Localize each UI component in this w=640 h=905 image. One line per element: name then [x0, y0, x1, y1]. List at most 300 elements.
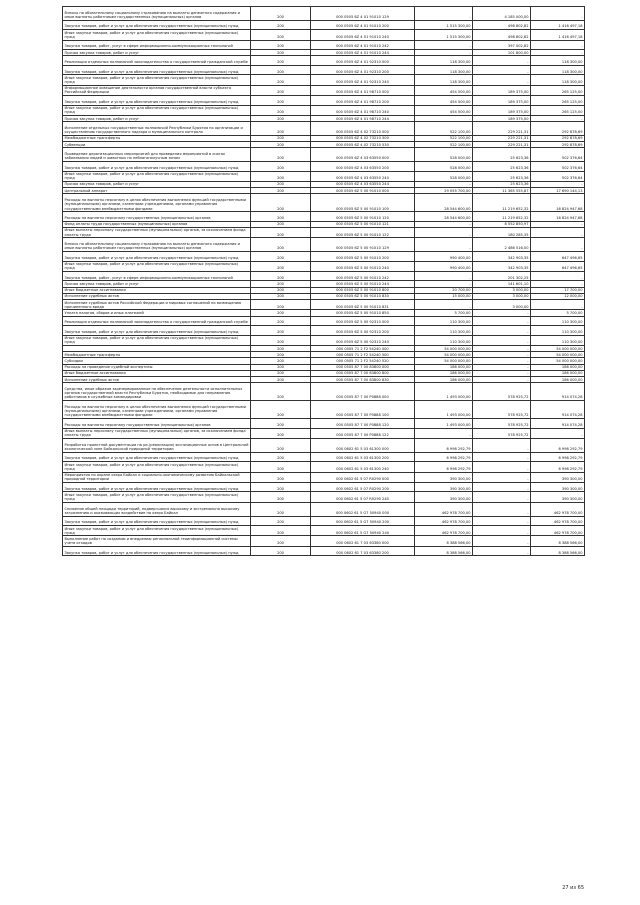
table-row — [63, 252, 585, 262]
row-name: Иные закупки товаров, работ и услуг для обеспечения государственных (муниципальных) нужд — [63, 492, 251, 502]
row-kbk-code: 000 0505 6Z 5 00 91010 122 — [311, 227, 415, 237]
row-kbk-code: 000 0505 87 7 00 83800 000 — [311, 364, 415, 370]
row-code: 200 — [251, 370, 311, 376]
row-approved: 5 700,00 — [415, 310, 473, 316]
row-executed: - — [473, 346, 531, 352]
row-remaining: 462 978 700,00 — [531, 502, 585, 516]
row-remaining: 186 000,00 — [531, 364, 585, 370]
row-approved: 522 100,00 — [415, 122, 473, 136]
table-row — [63, 462, 585, 472]
row-executed: - — [473, 462, 531, 472]
row-code: 200 — [251, 352, 311, 358]
row-name: Закупка товаров, работ и услуг для обеспечения государственных (муниципальных) нужд — [63, 326, 251, 336]
row-approved: - — [415, 271, 473, 281]
row-remaining: 647 496,65 — [531, 261, 585, 271]
row-kbk-code: 000 0505 6Z 5 00 91010 000 — [311, 188, 415, 194]
row-code: 200 — [251, 536, 311, 546]
row-remaining: - — [531, 428, 585, 438]
row-remaining: 17 700,00 — [531, 287, 585, 293]
row-name: Субвенции — [63, 142, 251, 148]
table-body — [63, 7, 585, 556]
row-name: Иные закупки товаров, работ и услуг для обеспечения государственных (муниципальных) нужд — [63, 30, 251, 40]
row-approved: 454 500,00 — [415, 105, 473, 115]
table-row — [63, 20, 585, 30]
table-row — [63, 96, 585, 106]
row-name: Исполнение судебных актов — [63, 377, 251, 383]
row-code: 200 — [251, 462, 311, 472]
row-approved: 1 493 000,00 — [415, 419, 473, 429]
row-executed: 342 903,35 — [473, 252, 531, 262]
row-code: 200 — [251, 96, 311, 106]
row-remaining: - — [531, 181, 585, 187]
row-name: Прочая закупка товаров, работ и услуг — [63, 50, 251, 56]
row-kbk-code: 000 0505 6Z 4 02 73210 530 — [311, 142, 415, 148]
row-name: Расходы на проведение судебной экспертизы — [63, 364, 251, 370]
row-code: 200 — [251, 40, 311, 50]
table-row — [63, 105, 585, 115]
row-remaining: - — [531, 7, 585, 21]
row-kbk-code: 000 0505 6Z 5 00 91010 800 — [311, 287, 415, 293]
row-kbk-code: 000 0505 87 7 00 P0888 122 — [311, 428, 415, 438]
row-approved: 8 388 566,00 — [415, 536, 473, 546]
row-executed: - — [473, 335, 531, 345]
row-kbk-code: 000 0505 6Z 4 02 73210 000 — [311, 122, 415, 136]
row-kbk-code: 000 0505 87 7 00 83800 830 — [311, 377, 415, 383]
row-name: Расходы на выплаты персоналу государственных (муниципальных) органов — [63, 419, 251, 429]
row-approved: 1 515 300,00 — [415, 20, 473, 30]
row-kbk-code: 000 0505 87 7 00 83800 800 — [311, 370, 415, 376]
row-remaining: - — [531, 227, 585, 237]
row-remaining: 5 700,00 — [531, 310, 585, 316]
row-name: Закупка товаров, работ и услуг для обеспечения государственных (муниципальных) нужд — [63, 452, 251, 462]
row-approved: - — [415, 300, 473, 310]
row-approved: 1 515 300,00 — [415, 30, 473, 40]
row-name: Фонд оплаты труда государственных (муниципальных) органов — [63, 221, 251, 227]
row-name: Исполнение судебных актов Российской Федерации и мировых соглашений по возмещению причиненного вреда — [63, 300, 251, 310]
row-executed: 189 375,00 — [473, 85, 531, 95]
row-remaining: 462 978 700,00 — [531, 516, 585, 526]
row-kbk-code: 000 0505 87 7 00 P0888 000 — [311, 383, 415, 401]
row-kbk-code: 000 0505 71 2 F2 54240 000 — [311, 346, 415, 352]
row-name: Иные выплаты персоналу государственных (муниципальных) органов, за исключением фонда оплаты труда — [63, 227, 251, 237]
row-code: 200 — [251, 300, 311, 310]
row-code: 200 — [251, 56, 311, 66]
row-name: Иные выплаты персоналу государственных (муниципальных) органов, за исключением фонда оплаты труда — [63, 428, 251, 438]
row-code: 200 — [251, 227, 311, 237]
row-kbk-code: 000 0505 6Z 5 00 91010 100 — [311, 194, 415, 212]
row-name: Субсидии — [63, 358, 251, 364]
row-kbk-code: 000 0505 6Z 5 00 91010 242 — [311, 271, 415, 281]
row-name: Иные бюджетные ассигнования — [63, 370, 251, 376]
row-remaining: 390 300,00 — [531, 492, 585, 502]
table-row — [63, 171, 585, 181]
table-row — [63, 502, 585, 516]
row-approved: 186 000,00 — [415, 364, 473, 370]
row-approved: - — [415, 7, 473, 21]
row-remaining: - — [531, 40, 585, 50]
row-kbk-code: 000 0602 61 5 03 61300 200 — [311, 452, 415, 462]
table-row — [63, 526, 585, 536]
row-kbk-code: 000 0505 6Z 5 00 91010 850 — [311, 310, 415, 316]
row-kbk-code: 000 0505 6Z 5 00 91010 129 — [311, 238, 415, 252]
row-kbk-code: 000 0505 6Z 4 02 73210 500 — [311, 135, 415, 141]
row-remaining: 502 376,64 — [531, 148, 585, 162]
row-executed: 141 601,10 — [473, 281, 531, 287]
row-executed: 578 925,72 — [473, 419, 531, 429]
row-name: Расходы на выплаты персоналу государственных (муниципальных) органов — [63, 212, 251, 222]
table-row — [63, 419, 585, 429]
row-name: Исполнение судебных актов — [63, 293, 251, 299]
page-number: 27 из 65 — [562, 885, 584, 891]
row-code: 200 — [251, 346, 311, 352]
row-kbk-code: 000 0505 71 2 F2 54240 500 — [311, 352, 415, 358]
row-remaining: 16 824 947,68 — [531, 212, 585, 222]
row-executed: 11 219 652,32 — [473, 194, 531, 212]
row-name: Центральный аппарат — [63, 188, 251, 194]
row-code: 200 — [251, 135, 311, 141]
row-code: 200 — [251, 122, 311, 136]
row-remaining: 1 416 497,18 — [531, 20, 585, 30]
row-kbk-code: 000 0505 6Z 4 03 63550 240 — [311, 171, 415, 181]
row-kbk-code: 000 0505 6Z 4 01 98710 244 — [311, 116, 415, 122]
row-approved: 8 388 566,00 — [415, 546, 473, 556]
row-approved: 528 000,00 — [415, 148, 473, 162]
row-remaining: 118 300,00 — [531, 65, 585, 75]
row-remaining: 16 824 947,68 — [531, 194, 585, 212]
row-code: 200 — [251, 75, 311, 85]
row-executed: 189 375,00 — [473, 116, 531, 122]
row-name: Закупка товаров, работ и услуг для обеспечения государственных (муниципальных) нужд — [63, 65, 251, 75]
row-approved: 110 300,00 — [415, 335, 473, 345]
table-row — [63, 335, 585, 345]
table-row — [63, 227, 585, 237]
row-remaining: 265 125,00 — [531, 85, 585, 95]
row-executed: 25 623,36 — [473, 181, 531, 187]
row-kbk-code: 000 0602 61 5 07 R0290 200 — [311, 482, 415, 492]
row-remaining: 12 000,00 — [531, 293, 585, 299]
table-row — [63, 383, 585, 401]
row-code: 200 — [251, 482, 311, 492]
row-name: Иные закупки товаров, работ и услуг для обеспечения государственных (муниципальных) нужд — [63, 171, 251, 181]
row-kbk-code: 000 0505 6Z 5 00 91010 830 — [311, 293, 415, 299]
row-kbk-code: 000 0505 6Z 4 01 91010 242 — [311, 40, 415, 50]
row-code: 200 — [251, 188, 311, 194]
row-name: Межбюджетные трансферты — [63, 352, 251, 358]
row-code: 200 — [251, 221, 311, 227]
row-executed: - — [473, 65, 531, 75]
table-row — [63, 271, 585, 281]
row-code: 200 — [251, 7, 311, 21]
row-code: 200 — [251, 20, 311, 30]
row-name: Иные закупки товаров, работ и услуг для обеспечения государственных (муниципальных) нужд — [63, 335, 251, 345]
row-name: Снижение общей площади территорий, подвергшихся высокому и экстремально высокому загрязнению и оказывающих воздействие на озеро Байкал — [63, 502, 251, 516]
row-remaining: 265 125,00 — [531, 96, 585, 106]
row-approved: 118 300,00 — [415, 65, 473, 75]
table-row — [63, 162, 585, 172]
row-remaining: 110 300,00 — [531, 316, 585, 326]
row-executed: - — [473, 377, 531, 383]
row-name: Разработка проектной документации на ре-(реализация) экспозиционных основ в Центральной экологической зоне Байкальской природной территории — [63, 438, 251, 452]
row-remaining: 914 074,28 — [531, 419, 585, 429]
row-executed: 3 000,00 — [473, 300, 531, 310]
row-code: 200 — [251, 364, 311, 370]
row-executed: - — [473, 326, 531, 336]
row-code: 200 — [251, 116, 311, 122]
row-executed: 4 185 000,00 — [473, 7, 531, 21]
row-code: 200 — [251, 502, 311, 516]
row-name: Расходы на выплаты персоналу в целях обеспечения выполнения функций государственными (муниципальными) органами, казенными учреждениями, органами управления государственными внебюджетными фондами — [63, 194, 251, 212]
row-kbk-code: 000 0505 6Z 4 01 92310 200 — [311, 65, 415, 75]
row-kbk-code: 000 0505 6Z 4 01 98710 000 — [311, 85, 415, 95]
row-code: 200 — [251, 546, 311, 556]
row-kbk-code: 000 0505 6Z 4 01 98710 240 — [311, 105, 415, 115]
row-kbk-code: 000 0505 6Z 4 01 92310 000 — [311, 56, 415, 66]
row-code: 200 — [251, 142, 311, 148]
row-kbk-code: 000 0505 6Z 4 01 92310 240 — [311, 75, 415, 85]
row-approved: 522 100,00 — [415, 135, 473, 141]
row-kbk-code: 000 0505 71 2 F2 54240 520 — [311, 358, 415, 364]
row-executed: 101 800,00 — [473, 50, 531, 56]
row-remaining: 6 998 292,79 — [531, 438, 585, 452]
row-kbk-code: 000 0505 6Z 5 00 91010 200 — [311, 252, 415, 262]
table-row — [63, 428, 585, 438]
row-kbk-code: 000 0505 6Z 5 00 91010 121 — [311, 221, 415, 227]
row-executed: 189 375,00 — [473, 105, 531, 115]
row-code: 200 — [251, 316, 311, 326]
row-remaining: - — [531, 116, 585, 122]
row-code: 200 — [251, 181, 311, 187]
row-executed: - — [473, 472, 531, 482]
row-name: Закупка товаров, работ, услуг в сфере информационно-коммуникационных технологий — [63, 40, 251, 50]
row-approved: 54 000 000,00 — [415, 346, 473, 352]
table-row — [63, 212, 585, 222]
table-row — [63, 65, 585, 75]
row-approved: - — [415, 428, 473, 438]
row-remaining: 186 000,00 — [531, 377, 585, 383]
row-code: 200 — [251, 358, 311, 364]
row-executed: 229 221,31 — [473, 135, 531, 141]
row-kbk-code: 000 0602 61 5 G7 50940 200 — [311, 516, 415, 526]
row-executed: 578 925,72 — [473, 383, 531, 401]
row-code: 200 — [251, 238, 311, 252]
row-executed: 229 221,31 — [473, 142, 531, 148]
row-approved: - — [415, 40, 473, 50]
row-approved: 6 998 292,79 — [415, 438, 473, 452]
table-row — [63, 482, 585, 492]
row-approved: 462 978 700,00 — [415, 526, 473, 536]
row-kbk-code: 000 0602 61 7 03 63380 000 — [311, 536, 415, 546]
table-row — [63, 438, 585, 452]
row-remaining: 8 388 566,00 — [531, 536, 585, 546]
row-approved: 29 055 700,00 — [415, 188, 473, 194]
row-approved: 118 300,00 — [415, 75, 473, 85]
row-kbk-code: 000 0505 6Z 4 03 63550 000 — [311, 148, 415, 162]
row-remaining: 118 300,00 — [531, 75, 585, 85]
row-executed: 3 000,00 — [473, 293, 531, 299]
row-code: 200 — [251, 293, 311, 299]
row-approved: 390 300,00 — [415, 482, 473, 492]
row-code: 200 — [251, 326, 311, 336]
row-executed: - — [473, 482, 531, 492]
row-executed: - — [473, 502, 531, 516]
row-code: 200 — [251, 194, 311, 212]
row-executed: - — [473, 358, 531, 364]
row-executed: 189 375,00 — [473, 96, 531, 106]
row-code: 200 — [251, 65, 311, 75]
row-remaining: 914 074,28 — [531, 401, 585, 419]
row-code: 200 — [251, 472, 311, 482]
row-approved: 390 300,00 — [415, 472, 473, 482]
row-approved: 528 000,00 — [415, 171, 473, 181]
row-executed: - — [473, 352, 531, 358]
row-executed: 3 000,00 — [473, 287, 531, 293]
row-kbk-code: 000 0505 87 7 00 P0888 120 — [311, 419, 415, 429]
row-executed: 498 802,82 — [473, 20, 531, 30]
row-executed: 11 365 555,87 — [473, 188, 531, 194]
row-approved: 54 000 000,00 — [415, 352, 473, 358]
table-row — [63, 472, 585, 482]
row-remaining: 914 074,28 — [531, 383, 585, 401]
row-remaining: 647 496,65 — [531, 252, 585, 262]
row-remaining: 1 416 497,18 — [531, 30, 585, 40]
row-executed: 25 623,36 — [473, 162, 531, 172]
row-approved: 118 300,00 — [415, 56, 473, 66]
row-approved: 1 493 000,00 — [415, 383, 473, 401]
row-approved: 110 300,00 — [415, 316, 473, 326]
row-approved: 186 000,00 — [415, 377, 473, 383]
row-code: 200 — [251, 261, 311, 271]
row-name: Исполнение отдельных государственных полномочий Республики Бурятия по организации и осуществлению государственного надзора и муниципального контроля — [63, 122, 251, 136]
row-remaining: - — [531, 271, 585, 281]
table-row — [63, 194, 585, 212]
table-row — [63, 401, 585, 419]
row-name: Закупка товаров, работ и услуг для обеспечения государственных (муниципальных) нужд — [63, 162, 251, 172]
row-remaining: - — [531, 300, 585, 310]
row-approved: - — [415, 116, 473, 122]
row-executed: 578 925,72 — [473, 428, 531, 438]
row-name: Прочая закупка товаров, работ и услуг — [63, 281, 251, 287]
row-approved: 462 978 700,00 — [415, 516, 473, 526]
row-name: Прочая закупка товаров, работ и услуг — [63, 181, 251, 187]
row-kbk-code: 000 0505 87 7 00 P0888 100 — [311, 401, 415, 419]
row-executed: 397 002,82 — [473, 40, 531, 50]
row-executed: 342 903,35 — [473, 261, 531, 271]
row-remaining: 17 690 144,13 — [531, 188, 585, 194]
row-executed: - — [473, 310, 531, 316]
row-approved: - — [415, 238, 473, 252]
table-row — [63, 85, 585, 95]
row-remaining: 8 388 566,00 — [531, 546, 585, 556]
table-row — [63, 238, 585, 252]
row-remaining: 292 878,69 — [531, 122, 585, 136]
row-approved: 110 300,00 — [415, 326, 473, 336]
row-approved: 54 000 000,00 — [415, 358, 473, 364]
row-remaining: 110 300,00 — [531, 335, 585, 345]
row-approved: - — [415, 181, 473, 187]
row-code: 200 — [251, 335, 311, 345]
row-approved: 28 544 600,00 — [415, 194, 473, 212]
row-kbk-code: 000 0505 6Z 5 00 91010 120 — [311, 212, 415, 222]
row-kbk-code: 000 0505 6Z 5 00 91010 240 — [311, 261, 415, 271]
row-kbk-code: 000 0602 61 7 03 63380 200 — [311, 546, 415, 556]
row-name: Реализация отдельных полномочий законодательства о государственной гражданской службе — [63, 316, 251, 326]
row-name: Иные закупки товаров, работ и услуг для обеспечения государственных (муниципальных) нужд — [63, 462, 251, 472]
row-kbk-code: 000 0505 6Z 4 01 91010 240 — [311, 30, 415, 40]
row-kbk-code: 000 0505 6Z 4 03 63550 200 — [311, 162, 415, 172]
row-kbk-code: 000 0602 61 5 03 61300 240 — [311, 462, 415, 472]
row-executed: 11 219 652,32 — [473, 212, 531, 222]
row-code: 200 — [251, 419, 311, 429]
row-executed: - — [473, 75, 531, 85]
row-approved: - — [415, 227, 473, 237]
table-row — [63, 326, 585, 336]
row-name: Иные закупки товаров, работ и услуг для обеспечения государственных (муниципальных) нужд — [63, 75, 251, 85]
row-kbk-code: 000 0505 6Z 5 00 91010 244 — [311, 281, 415, 287]
row-code: 200 — [251, 383, 311, 401]
row-name: Информационное освещение деятельности органов государственной власти субъекта Российской Федерации — [63, 85, 251, 95]
row-remaining: 54 000 000,00 — [531, 358, 585, 364]
table-row — [63, 546, 585, 556]
row-approved: 528 000,00 — [415, 162, 473, 172]
row-kbk-code: 000 0505 6Z 4 01 91010 129 — [311, 7, 415, 21]
row-name: Межбюджетные трансферты — [63, 135, 251, 141]
row-executed: - — [473, 516, 531, 526]
row-executed: - — [473, 364, 531, 370]
row-code: 200 — [251, 105, 311, 115]
row-code: 200 — [251, 212, 311, 222]
row-executed: - — [473, 526, 531, 536]
row-code: 200 — [251, 252, 311, 262]
row-remaining: - — [531, 50, 585, 56]
row-name: Реализация отдельных полномочий законодательства о государственной гражданской службе — [63, 56, 251, 66]
row-executed: 578 925,72 — [473, 401, 531, 419]
row-approved: - — [415, 50, 473, 56]
row-name: Закупка товаров, работ и услуг для обеспечения государственных (муниципальных) нужд — [63, 482, 251, 492]
row-code: 200 — [251, 401, 311, 419]
row-remaining: 502 376,64 — [531, 162, 585, 172]
row-approved: 462 978 700,00 — [415, 502, 473, 516]
row-approved: 990 400,00 — [415, 252, 473, 262]
row-executed: 498 802,82 — [473, 30, 531, 40]
row-name: Мероприятия по охране озера Байкал и социально-экономическому развитию Байкальской природной территории — [63, 472, 251, 482]
row-name: Взносы по обязательному социальному страхованию на выплаты денежного содержания и иные выплаты работникам государственных (муниципальных) органов — [63, 7, 251, 21]
row-remaining: 6 998 292,79 — [531, 462, 585, 472]
row-kbk-code: 000 0505 6Z 5 00 92310 240 — [311, 335, 415, 345]
row-code: 200 — [251, 171, 311, 181]
row-kbk-code: 000 0505 6Z 5 00 91010 831 — [311, 300, 415, 310]
table-row — [63, 516, 585, 526]
row-approved: 1 493 000,00 — [415, 401, 473, 419]
row-executed: - — [473, 536, 531, 546]
row-name: Закупка товаров, работ и услуг для обеспечения государственных (муниципальных) нужд — [63, 516, 251, 526]
row-approved: 390 300,00 — [415, 492, 473, 502]
row-kbk-code: 000 0602 61 5 G7 50940 000 — [311, 502, 415, 516]
row-remaining: - — [531, 238, 585, 252]
row-name: Взносы по обязательному социальному страхованию на выплаты денежного содержания и иные выплаты работникам государственных (муниципальных) органов — [63, 238, 251, 252]
row-name: Иные закупки товаров, работ и услуг для обеспечения государственных (муниципальных) нужд — [63, 526, 251, 536]
row-code: 200 — [251, 526, 311, 536]
row-remaining: 390 300,00 — [531, 482, 585, 492]
row-approved: 186 000,00 — [415, 370, 473, 376]
row-remaining: 292 878,69 — [531, 135, 585, 141]
row-code: 200 — [251, 281, 311, 287]
row-kbk-code: 000 0505 6Z 5 00 92310 200 — [311, 326, 415, 336]
table-row — [63, 316, 585, 326]
row-name: Закупка товаров, работ, услуг в сфере информационно-коммуникационных технологий — [63, 271, 251, 281]
table-row — [63, 56, 585, 66]
row-kbk-code: 000 0505 6Z 4 01 91010 244 — [311, 50, 415, 56]
row-code: 200 — [251, 452, 311, 462]
